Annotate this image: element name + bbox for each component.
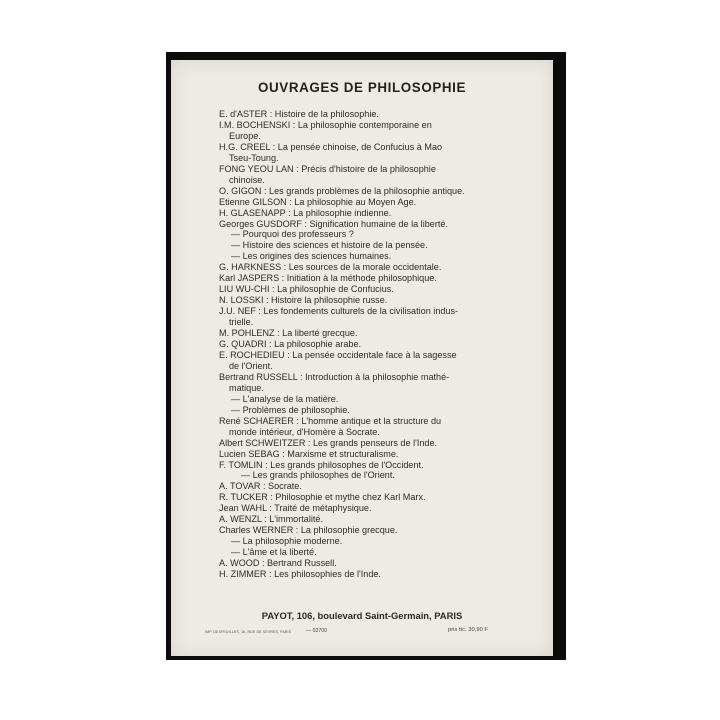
list-item <box>219 109 510 120</box>
list-item <box>219 306 510 328</box>
book-list <box>219 109 510 580</box>
book-entry-text: — L'analyse de la matière. <box>231 393 339 404</box>
book-entry-text: A. WOOD : Bertrand Russell. <box>219 558 337 569</box>
book-entry-continuation: matique. <box>229 382 264 393</box>
book-entry-text: G. QUADRI : La philosophie arabe. <box>219 339 362 350</box>
list-item <box>219 525 510 536</box>
list-item <box>219 284 510 295</box>
list-item <box>219 339 510 350</box>
book-entry-continuation: Europe. <box>229 130 261 141</box>
price-label: prix ttc. 30,90 F <box>448 627 488 633</box>
printer-imprint: IMP. DESFEUILLES, 16, RUE DE SEVRES, PARIS <box>205 630 292 634</box>
book-entry-continuation: trielle. <box>229 317 254 328</box>
book-entry-text: — Histoire des sciences et histoire de la pensée. <box>231 240 428 251</box>
book-entry-text: I.M. BOCHENSKI : La philosophie contemporaine en <box>219 119 432 130</box>
list-item <box>219 240 510 251</box>
list-item <box>219 416 510 438</box>
book-entry-text: H.G. CREEL : La pensée chinoise, de Confucius à Mao <box>219 141 443 152</box>
book-entry-text: G. HARKNESS : Les sources de la morale occidentale. <box>219 262 442 273</box>
book-entry-text: Georges GUSDORF : Signification humaine de la liberté. <box>219 218 448 229</box>
list-item <box>219 186 510 197</box>
book-entry-text: M. POHLENZ : La liberté grecque. <box>219 328 358 339</box>
list-item <box>219 481 510 492</box>
page-title: OUVRAGES DE PHILOSOPHIE <box>258 80 466 95</box>
list-item <box>219 405 510 416</box>
list-item <box>219 558 510 569</box>
book-entry-text: René SCHAERER : L'homme antique et la structure du <box>219 415 442 426</box>
book-entry-text: E. ROCHEDIEU : La pensée occidentale face à la sagesse <box>219 349 457 360</box>
list-item <box>219 372 510 394</box>
list-item <box>219 295 510 306</box>
list-item <box>219 197 510 208</box>
list-item <box>219 503 510 514</box>
book-entry-text: Karl JASPERS : Initiation à la méthode philosophique. <box>219 273 437 284</box>
list-item <box>219 536 510 547</box>
book-entry-text: Etienne GILSON : La philosophie au Moyen Age. <box>219 196 417 207</box>
book-entry-text: F. TOMLIN : Les grands philosophes de l'Occident. <box>219 459 424 470</box>
list-item <box>219 273 510 284</box>
book-entry-text: FONG YEOU LAN : Précis d'histoire de la philosophie <box>219 163 436 174</box>
book-entry-continuation: chinoise. <box>229 174 265 185</box>
book-entry-text: — Problèmes de philosophie. <box>231 404 350 415</box>
book-entry-text: Lucien SEBAG : Marxisme et structuralisme. <box>219 448 399 459</box>
list-item <box>219 460 510 471</box>
list-item <box>219 262 510 273</box>
list-item <box>219 449 510 460</box>
book-entry-text: Charles WERNER : La philosophie grecque. <box>219 525 398 536</box>
book-back-cover <box>171 60 553 656</box>
book-entry-text: E. d'ASTER : Histoire de la philosophie. <box>219 109 379 119</box>
publisher-address: PAYOT, 106, boulevard Saint-Germain, PARIS <box>261 610 463 621</box>
book-entry-text: — L'âme et la liberté. <box>231 547 317 558</box>
list-item <box>219 470 510 481</box>
list-item <box>219 547 510 558</box>
book-entry-text: A. TOVAR : Socrate. <box>219 481 302 492</box>
book-entry-text: — La philosophie moderne. <box>231 536 343 547</box>
book-entry-text: — Les origines des sciences humaines. <box>231 251 392 262</box>
book-entry-text: Jean WAHL : Traité de métaphysique. <box>219 503 372 514</box>
list-item <box>219 142 510 164</box>
book-entry-text: Albert SCHWEITZER : Les grands penseurs de l'Inde. <box>219 437 438 448</box>
list-item <box>219 514 510 525</box>
book-entry-text: H. GLASENAPP : La philosophie indienne. <box>219 207 392 218</box>
book-entry-text: N. LOSSKI : Histoire la philosophie russe. <box>219 295 388 306</box>
list-item <box>219 350 510 372</box>
book-entry-text: A. WENZL : L'immortalité. <box>219 514 323 525</box>
list-item <box>219 120 510 142</box>
book-entry-text: R. TUCKER : Philosophie et mythe chez Karl Marx. <box>219 492 426 503</box>
list-item <box>219 328 510 339</box>
book-entry-text: J.U. NEF : Les fondements culturels de la civilisation indus- <box>219 306 459 317</box>
list-item <box>219 219 510 230</box>
book-entry-text: — Pourquoi des professeurs ? <box>231 229 354 240</box>
list-item <box>219 164 510 186</box>
book-entry-text: Bertrand RUSSELL : Introduction à la philosophie mathé- <box>219 371 450 382</box>
list-item <box>219 394 510 405</box>
list-item <box>219 251 510 262</box>
book-entry-text: O. GIGON : Les grands problèmes de la philosophie antique. <box>219 185 465 196</box>
book-entry-text: LIU WU-CHI : La philosophie de Confucius. <box>219 284 394 295</box>
book-entry-text: — Les grands philosophes de l'Orient. <box>241 470 395 481</box>
book-entry-continuation: monde intérieur, d'Homère à Socrate. <box>229 426 380 437</box>
book-entry-continuation: de l'Orient. <box>229 360 273 371</box>
book-entry-text: H. ZIMMER : Les philosophies de l'Inde. <box>219 569 381 580</box>
list-item <box>219 492 510 503</box>
catalog-code: — 02700 <box>306 628 328 634</box>
list-item <box>219 229 510 240</box>
list-item <box>219 569 510 580</box>
list-item <box>219 438 510 449</box>
book-entry-continuation: Tseu-Toung. <box>229 152 279 163</box>
list-item <box>219 208 510 219</box>
